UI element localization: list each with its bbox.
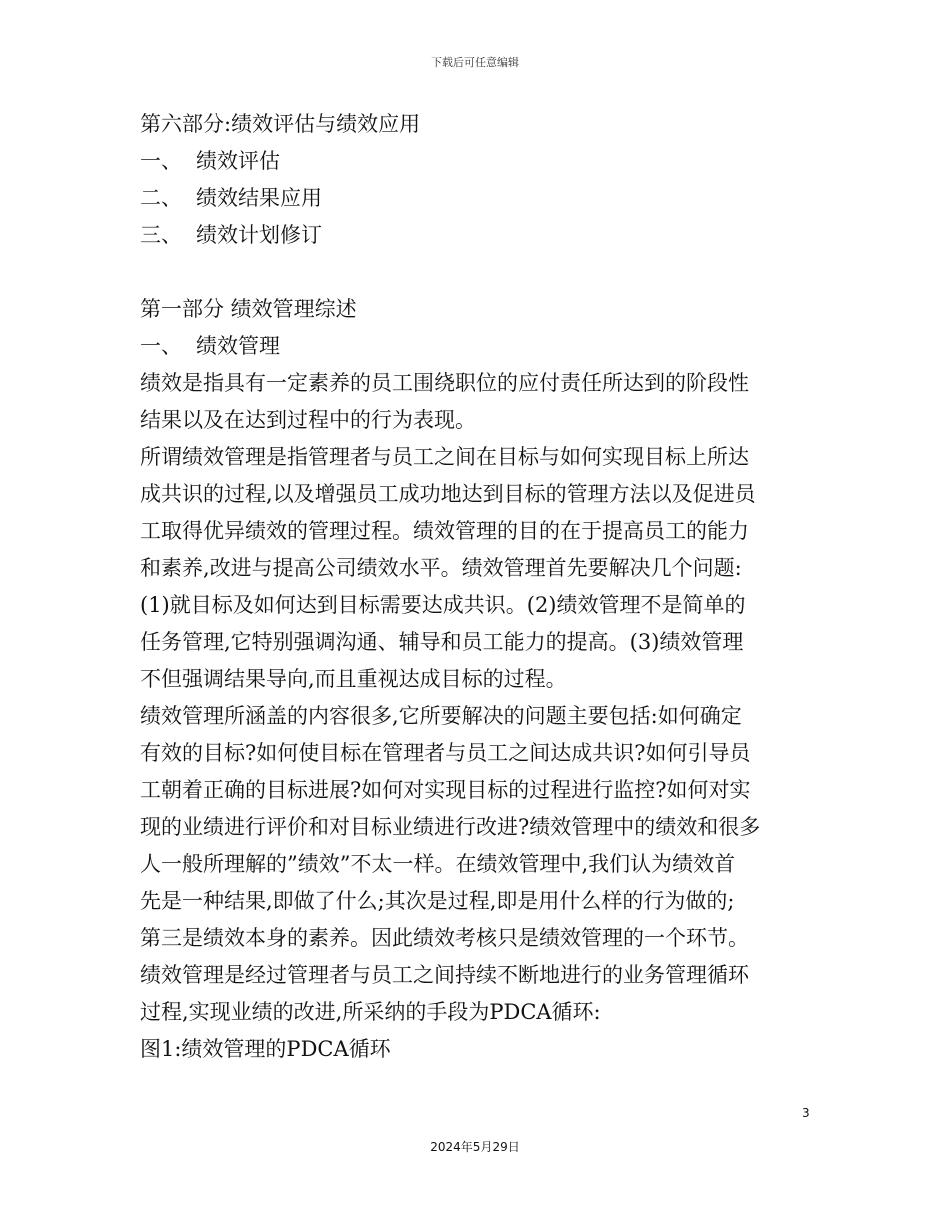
body-line: 人一般所理解的”绩效”不太一样。在绩效管理中,我们认为绩效首 bbox=[140, 852, 736, 876]
document-body bbox=[140, 106, 820, 1068]
part6-item-2 bbox=[140, 180, 820, 217]
body-line: 绩效管理是经过管理者与员工之间持续不断地进行的业务管理循环 bbox=[140, 963, 749, 987]
body-line: 过程,实现业绩的改进,所采纳的手段为PDCA循环: bbox=[140, 1000, 601, 1024]
list-label: 绩效评估 bbox=[196, 149, 280, 173]
figure-caption: 图1:绩效管理的PDCA循环 bbox=[140, 1037, 391, 1061]
part6-title: 第六部分:绩效评估与绩效应用 bbox=[140, 112, 421, 136]
body-line: 工朝着正确的目标进展?如何对实现目标的过程进行监控?如何对实 bbox=[140, 778, 751, 802]
list-number: 一、 bbox=[140, 334, 182, 358]
body-line: 任务管理,它特别强调沟通、辅导和员工能力的提高。(3)绩效管理 bbox=[140, 630, 744, 654]
list-number: 二、 bbox=[140, 186, 182, 210]
body-line: 结果以及在达到过程中的行为表现。 bbox=[140, 408, 476, 432]
body-line: 先是一种结果,即做了什么;其次是过程,即是用什么样的行为做的; bbox=[140, 889, 735, 913]
body-line: 所谓绩效管理是指管理者与员工之间在目标与如何实现目标上所达 bbox=[140, 445, 749, 469]
list-label: 绩效结果应用 bbox=[196, 186, 322, 210]
part6-item-1 bbox=[140, 143, 820, 180]
body-line: 第三是绩效本身的素养。因此绩效考核只是绩效管理的一个环节。 bbox=[140, 926, 749, 950]
page-header: 下载后可任意编辑 bbox=[431, 56, 519, 69]
body-line: 和素养,改进与提高公司绩效水平。绩效管理首先要解决几个问题: bbox=[140, 556, 742, 580]
list-label: 绩效管理 bbox=[196, 334, 280, 358]
part6-item-3 bbox=[140, 217, 820, 254]
page-number: 3 bbox=[802, 1106, 810, 1120]
body-line: 工取得优异绩效的管理过程。绩效管理的目的在于提高员工的能力 bbox=[140, 519, 749, 543]
body-line: 成共识的过程,以及增强员工成功地达到目标的管理方法以及促进员 bbox=[140, 482, 756, 506]
list-number: 三、 bbox=[140, 223, 182, 247]
body-line: 绩效管理所涵盖的内容很多,它所要解决的问题主要包括:如何确定 bbox=[140, 704, 742, 728]
part1-item-1 bbox=[140, 328, 820, 365]
body-line: 有效的目标?如何使目标在管理者与员工之间达成共识?如何引导员 bbox=[140, 741, 751, 765]
part1-title: 第一部分 绩效管理综述 bbox=[140, 297, 357, 321]
body-line: (1)就目标及如何达到目标需要达成共识。(2)绩效管理不是简单的 bbox=[140, 593, 746, 617]
section-gap bbox=[140, 254, 820, 291]
body-line: 不但强调结果导向,而且重视达成目标的过程。 bbox=[140, 667, 567, 691]
list-label: 绩效计划修订 bbox=[196, 223, 322, 247]
body-line: 现的业绩进行评价和对目标业绩进行改进?绩效管理中的绩效和很多 bbox=[140, 815, 761, 839]
list-number: 一、 bbox=[140, 149, 182, 173]
page-footer-date: 2024年5月29日 bbox=[430, 1140, 520, 1154]
body-line: 绩效是指具有一定素养的员工围绕职位的应付责任所达到的阶段性 bbox=[140, 371, 749, 395]
